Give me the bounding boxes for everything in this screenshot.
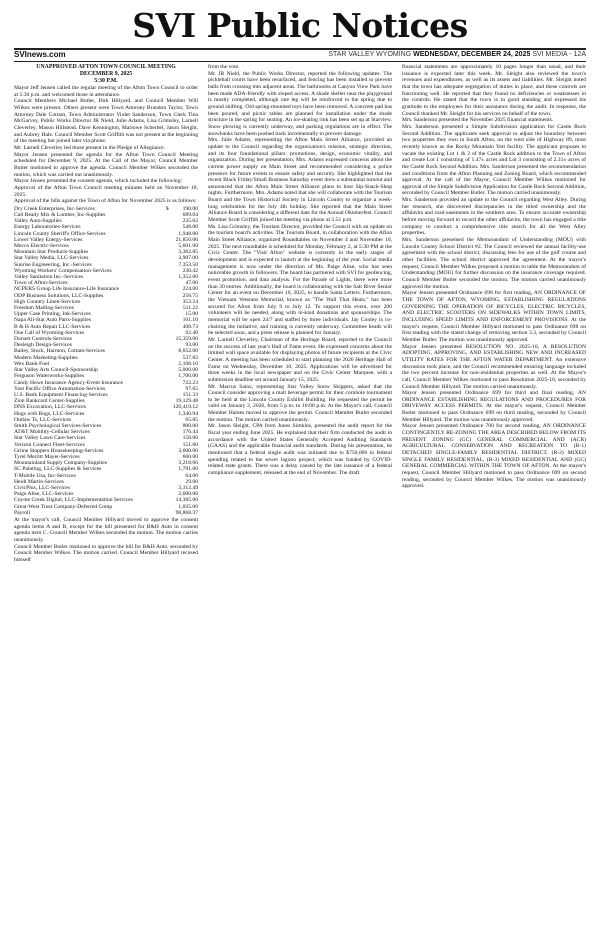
- bill-payee: AT&T Mobility-Cellular Services: [14, 429, 90, 436]
- bill-amount: 158.00: [182, 435, 198, 442]
- bill-amount: 101.10: [182, 317, 198, 324]
- bill-payee: Wyoming Workers' Compensation-Services: [14, 267, 112, 274]
- notice-columns: [14, 64, 586, 922]
- dateline: [328, 50, 586, 60]
- bill-payee: Paige Alise, LLC-Services: [14, 491, 74, 498]
- bill-payee: U.S. Bank Equipment Financing-Services: [14, 391, 108, 398]
- bill-amount: 97.65: [185, 385, 198, 392]
- bill-amount: 120,419.12: [172, 404, 198, 411]
- bill-amount: 408.73: [182, 323, 198, 330]
- paragraph: Council Member Butler motioned to approve the bill for B&H Auto, seconded by Council Member Wilkes. The motion carried. Council Member Hillyard recused himself: [14, 543, 198, 563]
- paragraph: Mrs. Sanderson presented the November 2025 financial statements.: [402, 117, 554, 124]
- bill-amount: 29.00: [185, 478, 198, 485]
- bill-amount: 21,856.06: [175, 236, 198, 243]
- paragraph: Mr. Marcus Sainz, representing Star Valley Snow Skippers, asked that the Council consider approving a malt beverage permit for their cornhole tournament to be held at the Lincoln County Exhibit Building. He requested the permit be valid on January 2, 2026, from 5 p.m. to 10:00 p.m. At the Mayor's call, Council Member Hames moved to approve the permit. Council Member Butler seconded the motion. The motion carried unanimously.: [208, 383, 392, 423]
- bill-amount: 19,129.48: [175, 398, 198, 405]
- paragraph: Council Members Michael Butler, Dirk Hillyard, and Council Member Will Wilkes were present. Others present were Town Attorney Brandon Taylor, Town Attorney Dale Cottam, Town Administrator Violet Sanderson, Town Clerk Tina McGarvey, Public Works Director JR Nield, Julie Adams, Lisa Grimsley, Larnell Cleverley, Mason Hillstead, Dave Kennington, Marlowe Scherbel, Jason Sleight, and Aubrey Hale. Council Member Scott Griffith was not present at the beginning of the meeting but joined later via phone.: [14, 98, 198, 145]
- bill-amount: 1,035.00: [178, 503, 198, 510]
- bill-payee: Coyote Creek Digital, LLC-Implementation Services: [14, 497, 133, 504]
- bill-amount: 5,601.00: [178, 243, 198, 250]
- bill-amount: 224.00: [182, 286, 198, 293]
- bill-amount: 2,108.10: [178, 360, 198, 367]
- bill-amount: 1,791.00: [178, 466, 198, 473]
- paragraph: Mayor Jeff Jensen called the regular meeting of the Afton Town Council to order at 5:30 p.m. and welcomed those in attendance.: [14, 85, 198, 98]
- bill-amount: 2,600.00: [178, 491, 198, 498]
- bill-payee: Hugs with Bugs, LLC-Services: [14, 410, 85, 417]
- paragraph: Mrs. Sanderson provided an update to the Council regarding West Alley. During her research, she discovered discrepancies in the titled ownership and the affidavits and road easements in the southern area. To ensure accurate ownership before moving forward to record the other affidavits, the town has engaged a title company to conduct a comprehensive title search for all the West Alley properties.: [402, 197, 586, 237]
- paragraph: Mayor Jensen presented the agenda for the Afton Town Council Meeting scheduled for December 9, 2025. At the Call of the Mayor, Council Member Butler motioned to approve the agenda. Council Member Wilkes seconded the motion, which was carried out unanimously.: [14, 151, 198, 178]
- paragraph: Mrs. Julie Adams, representing the Afton Main Street Alliance, provided an update to the Council regarding the organization's mission, strategic direction, and its four foundational pillars: promotions, design, economic vitality, and organization. During her presentation, Mrs. Adams expressed concerns about the current power supply on Main Street and recommended considering a police presence for future events to ensure safety and security. She highlighted that the recent Black Friday/Small Business Saturday event drew a substantial turnout and announced that the Afton Main Street Alliance plans to host Sip-Snack-Shop nights. Furthermore, Mrs. Adams noted that she will collaborate with the Tourism Board and the Town Historical Society in Lincoln County to organize a week-long celebration for the July 4th holiday. She reported that the Main Street Alliance Board is considering a different date for the Annual Oktoberfest. Council Member Scott Griffith joined the meeting via phone at 5:51 p.m.: [208, 137, 392, 224]
- bill-amount: 3,362.85: [178, 249, 198, 256]
- bill-amount: 230.42: [182, 267, 198, 274]
- bill-amount: 47.00: [185, 280, 198, 287]
- bill-payee: Desleigh Design-Services: [14, 342, 72, 349]
- column-2: [208, 64, 392, 922]
- bill-amount: 7,353.50: [178, 261, 198, 268]
- bill-payee: Mountainland Supply Company-Supplies: [14, 460, 107, 467]
- bill-payee: One Call of Wyoming-Services: [14, 329, 85, 336]
- bill-payee: Star Valley Arts Council-Sponsorship: [14, 367, 98, 374]
- bill-amount: 800.00: [182, 422, 198, 429]
- bill-payee: SC Painting, LLC-Supplies & Services: [14, 466, 102, 473]
- bill-amount: 8,652.00: [178, 348, 198, 355]
- bill-amount: 256.75: [182, 292, 198, 299]
- bill-amount: 15.00: [185, 311, 198, 318]
- bill-payee: DNS Excavation, LLC-Services: [14, 404, 86, 411]
- bill-amount: 511.22: [182, 305, 198, 312]
- bill-payee: Town of Afton-Services: [14, 280, 68, 287]
- dateline-region: STAR VALLEY WYOMING: [328, 51, 412, 58]
- bill-amount: 64.00: [185, 472, 198, 479]
- paragraph: Mayor Jensen presented RESOLUTION NO. 2025-10, A RESOLUTION ADOPTING, APPROVING, AND ESTABLISHING NEW AND INCREASED UTILITY RATES FOR THE AFTON WATER DEPARTMENT. An extensive discussion took place, and the Council recommended ensuring language included the two percent increase for non-residential properties as well. At the Mayor's call, Council Member Wilkes motioned to pass Resolution 2025-10, seconded by Council Member Hillyard. The motion carried unanimously.: [402, 343, 586, 390]
- bill-payee: Napa All-Star Auto Parts-Supplies: [14, 317, 91, 324]
- bill-amount: 176.44: [182, 429, 198, 436]
- bill-payee: NCPERS Group Life Insurance-Life Insurance: [14, 286, 120, 293]
- paragraph: Mayor Jensen presented Ordinance 698 for first reading, AN ORDINANCE OF THE TOWN OF AFTON, WYOMING, ESTABLISHING REGULATIONS GOVERNING THE OPERATION OF BICYCLES, ELECTRIC BICYCLES, AND ELECTRIC SCOOTERS ON SIDEWALKS WITHIN TOWN LIMITS, INCLUDING SPEED LIMITS AND ENFORCEMENT PROVISIONS. At the mayor's request, Council Member Hillyard motioned to pass Ordinance 698 on first reading with the stated change of removing section 3.3, seconded by Council Member Butler. The motion was unanimously approved.: [402, 290, 586, 343]
- paragraph: Approval of the bills against the Town of Afton for November 2025 is as follows:: [14, 198, 197, 205]
- bill-amount: 689.04: [182, 212, 198, 219]
- bill-payee: High Country Linen-Services: [14, 298, 81, 305]
- bill-payee: Modern Marketing-Supplies: [14, 354, 78, 361]
- paragraph: Mrs. Sanderson presented a Simple Subdivision application for Castle Rock Second Addition. The applicants seek approval to adjust the boundary between two properties they own in South Afton, on the west side of Highway 89, most recently known as the Rocky Mountain Yeti facility. The applicant proposes to vacate the existing Lot 1 & 2 of the Castle Rock addition to the Town of Afton and create Lot 1 consisting of 1.47± acres and Lot 3 consisting of 2.31± acres of the Castle Rock Second Addition. Mrs. Sanderson presented the recommendation and conditions from the Afton Planning and Zoning Board, which recommended approval. At the call of the Mayor, Council Member Wilkes motioned for approval of the Simple Subdivision Application for Castle Rock Second Addition, seconded by Council Member Butler. The motion carried unanimously.: [402, 123, 586, 197]
- bill-payee: Star Valley Lawn Care-Services: [14, 435, 86, 442]
- notice-heading: UNAPPROVED AFTON TOWN COUNCIL MEETING: [36, 64, 176, 70]
- paragraph: Mr. JR Nield, the Public Works Director, reported the following updates: The pickleball courts have been resurfaced, and fencing has been installed to prevent balls from crossing into adjacent areas. The bathrooms at Canyon View Park have been made ADA-friendly with sloped access. A shade shelter near the playground is mostly completed, although one leg will be reinforced in the spring due to ground shifting. Old spring-mounted toys have been removed. A concrete pad has been poured, and picnic tables are planned for installation under the shade structure in the spring for seating. An ice-skating rink has been set up at Starview. Snow plowing is currently underway, and parking regulations are in effect. The snowbanks have been pushed back incrementally to prevent damage.: [208, 70, 392, 137]
- bill-amount: 15,359.00: [175, 336, 198, 343]
- bill-payee: Grime Stoppers Housekeeping-Services: [14, 447, 104, 454]
- bill-payee: Upper Case Printing, Ink-Services: [14, 311, 91, 318]
- masthead-rule-bottom: [14, 61, 586, 62]
- bill-payee: Smith Psychological Services-Services: [14, 422, 102, 429]
- bill-payee: T-Mobile Usa, Inc-Services: [14, 472, 76, 479]
- bill-amount: 3,600.00: [178, 447, 198, 454]
- bill-payee: Wex Bank-Fuel: [14, 360, 50, 367]
- bill-payee: Star Valley Media, LLC-Services: [14, 255, 89, 262]
- bill-payee: Mountain Star Products-Supplies: [14, 249, 89, 256]
- bill-payee: ODP Business Solutions, LLC-Supplies: [14, 292, 104, 299]
- paragraph: Mr. Larnell Cleverley, Chairman of the Heritage Board, reported to the Council on the success of last year's Hall of Fame event. He expressed concerns about the limited wall space available for displaying photos of future recipients at the Civic Center. A meeting has been scheduled to start planning the 2026 Heritage Hall of Fame on Wednesday, December 10, 2025. Applications will be advertised for three weeks in the local newspaper and on the Civic Center Marquee, with a submission deadline set around January 15, 2025.: [208, 336, 392, 383]
- bill-amount: 93.00: [185, 342, 198, 349]
- column-3: [402, 64, 586, 922]
- bill-payee: Energy Laboratories-Services: [14, 224, 81, 231]
- bill-payee: Dorsett Controls-Services: [14, 336, 72, 343]
- bill-amount: 3,907.00: [178, 255, 198, 262]
- bill-amount: 1,700.00: [178, 373, 198, 380]
- paragraph: Approval of the Afton Town Council meeting minutes held on November 18, 2025.: [14, 184, 198, 198]
- bill-amount: 353.24: [182, 298, 198, 305]
- bill-payee: Zion Bankcard Center-Supplies: [14, 398, 85, 405]
- notice-time: 5:30 P.M.: [94, 78, 118, 84]
- bill-amount: 235.63: [182, 218, 198, 225]
- bill-payee: Ferguson Waterworks-Supplies: [14, 373, 85, 380]
- bill-amount: 3,312.49: [178, 484, 198, 491]
- bill-payee: Freedom Mailing-Services: [14, 305, 74, 312]
- bill-amount: $ 190.00: [162, 206, 198, 212]
- paragraph: Mrs. Sanderson presented the Memorandum of Understanding (MOU) with Lincoln County School District #2. The Council reviewed the annual facility-use agreement with the school district, discussing fees for use of the golf course and other facilities. The school district approved the agreement. At the mayor's request, Council Member Wilkes proposed a motion to table the Memorandum of Understanding (MOU) for further discussion on the insurance coverage required. Council Member Butler seconded the motion. The motion carried unanimously approved the motion.: [402, 237, 586, 290]
- bill-payee: Sunrise Engineering, Inc.-Services: [14, 261, 92, 268]
- bill-amount: 548.00: [182, 224, 198, 231]
- bill-payee: Great-West Trust Company-Deferred Comp: [14, 503, 113, 510]
- site-url[interactable]: SVInews.com: [14, 50, 66, 59]
- bill-payee: Verizon Connect Fleet-Services: [14, 441, 85, 448]
- bill-payee: CivicPlus, LLC-Services: [14, 484, 70, 491]
- bill-row: [14, 510, 198, 516]
- bill-amount: 1,948.00: [178, 230, 198, 237]
- paragraph: Ms. Lisa Grimsley, the Tourism Director, provided the Council with an update on the tourism board's activities. The Tourism Board, in collaboration with the Afton Main Street Alliance, organized Roundtables on November 4 and November 10, 2025. The next roundtable is scheduled for Monday, February 2, at 5:30 PM at the Civic Center. The "Visit Afton" website is currently in the early stages of development and is expected to launch at the beginning of the year. Social media management is now under the direction of Ms. Paige Alise, who has seen noticeable growth in followers. The board has partnered with SVI for geofencing, event promotion, and data analysis. For the Parade of Lights, there were more than 30 entries. Additionally, the board is collaborating with the Salt River Senior Center for an event on December 16, 2025, to handle Santa Letters. Furthermore, the Vietnam Veterans Memorial, known as "The Wall That Heals," has been secured for Afton from July 9 to July 12. To support this event, over 200 volunteers will be needed, along with in-kind donations and sponsorships. The memorial will be open 24/7 and staffed by three individuals. Jay Conley is co-chairing the initiative, and training is currently underway. Committee heads will be selected soon, and a press release is planned for January.: [208, 223, 392, 337]
- bill-amount: 1,340.94: [178, 410, 198, 417]
- notice-date: DECEMBER 9, 2025: [79, 71, 133, 77]
- bill-payee: Lower Valley Energy-Services: [14, 236, 83, 243]
- bill-amount: 92.40: [185, 329, 198, 336]
- bill-payee: Valley Sanitation Inc.-Services: [14, 274, 84, 281]
- paragraph: Mr. Larnell Cleverley led those present in the Pledge of Allegiance.: [14, 144, 165, 151]
- bill-payee: Dry Creek Enterprises, Inc-Services: [14, 205, 95, 212]
- bill-payee: Bailey, Stock, Harmon, Cottam-Services: [14, 348, 105, 355]
- bill-amount: 14,385.00: [175, 497, 198, 504]
- bill-amount: 1,352.00: [178, 274, 198, 281]
- bill-payee: Yost Pacific Office Automation-Services: [14, 385, 106, 392]
- bill-amount: 98,868.37: [175, 509, 198, 516]
- bill-payee: Payroll: [14, 509, 31, 516]
- bill-payee: Lincoln County Sheriff's Office-Services: [14, 230, 106, 237]
- paragraph: Mayor Jensen presented Ordinance 699 for third and final reading, AN ORDINANCE ESTABLISHING REGULATIONS AND PROCEDURES FOR DRIVEWAY ACCESS PERMITS. At the mayor's request, Council Member Butler motioned to pass Ordinance 699 on third reading, seconded by Council Member Hillyard. The motion was unanimously approved.: [402, 390, 586, 423]
- bill-payee: Candy Howe Insurance Agency-Event Insurance: [14, 379, 124, 386]
- bill-payee: Heidi Martin-Services: [14, 478, 64, 485]
- paragraph: At the mayor's call, Council Member Hillyard moved to approve the consent agenda items A and B, except for the bill presented for B&H Auto in consent agenda item C. Council Member Wilkes seconded the motion. The motion carries unanimously.: [14, 516, 198, 543]
- bill-amount: 3,218.66: [178, 460, 198, 467]
- bill-payee: Mecco Electric-Services: [14, 243, 69, 250]
- bill-payee: Valley Auto-Supplies: [14, 218, 62, 225]
- bill-amount: 660.00: [182, 453, 198, 460]
- dateline-section: SVI MEDIA - 12A: [532, 51, 586, 58]
- paragraph: Mayor Jensen presented Ordinance 700 for second reading, AN ORDINANCE CONTINGENTLY RE-ZONING THE AREA DESCRIBED BELOW FROM ITS PRESENT ZONING (GC) GENERAL COMMERCIAL AND (ACR) AGRICULTURAL CONSERVATION AND RECREATION TO (R-1) DETACHED SINGLE-FAMILY RESIDENTIAL DISTRICT, (R-2) MIXED SINGLE FAMILY RESIDENTIAL, (R-3) MIXED RESIDENTIAL AND (GC) GENERAL COMMERCIAL WITHIN THE TOWN OF AFTON. At the mayor's request, Council Member Hillyard motioned to pass Ordinance 699 on second reading, seconded by Council Member Wilkes. The motion was unanimously approved.: [402, 423, 586, 490]
- bill-payee: B & H Auto Repair LLC-Services: [14, 323, 91, 330]
- bill-payee: Call Ready Mix & Lumber, Inc-Supplies: [14, 212, 106, 219]
- bill-payee: Tyrel Merritt Mayer-Services: [14, 453, 80, 460]
- paragraph: Mayor Jensen presented the consent agenda, which included the following:: [14, 178, 183, 185]
- bill-list: [14, 206, 198, 516]
- bill-amount: 151.33: [182, 391, 198, 398]
- paragraph: Mr. Jason Sleight, CPA from Jones Simkins, presented the audit report for the fiscal year ending June 2025. He explained that their firm conducted the audit in accordance with the United States Generally Accepted Auditing Standards (GAAS) and the applicable financial audit standards. During his presentation, he mentioned that a federal single audit was initiated due to $750,000 in federal spending related to the sewer lagoon project, which was funded by COVID-related state grants. There was a delay caused by the late issuance of a federal compliance supplement, released at the end of November. The draft: [208, 423, 392, 477]
- bill-amount: 5,000.00: [178, 367, 198, 374]
- bill-amount: 722.23: [182, 379, 198, 386]
- column-1: [14, 64, 198, 922]
- masthead: [14, 6, 586, 60]
- masthead-title: SVI Public Notices: [132, 6, 468, 45]
- bill-payee: Outlaw Ts, LLC-Services: [14, 416, 72, 423]
- paragraph: from the vote.: [208, 64, 240, 70]
- bill-amount: 65.85: [185, 416, 198, 423]
- dateline-date: WEDNESDAY, DECEMBER 24, 2025: [413, 51, 531, 58]
- bill-amount: 537.82: [182, 354, 198, 361]
- bill-amount: 151.60: [182, 441, 198, 448]
- paragraph: financial statements are approximately 10 pages longer than usual, and their issuance is expected later this week. Mr. Sleight also reviewed the town's revenues and expenditures, as well as its assets and liabilities. Mr. Sleight noted that the town has adequate segregation of duties in place, and these controls are functioning well. He reported that they found no deficiencies or weaknesses in the controls. He stated that the town is in good standing and expressed his gratitude to the employees for their assistance during the audit. In response, the Council thanked Mr. Sleight for his services on behalf of the town.: [402, 64, 586, 117]
